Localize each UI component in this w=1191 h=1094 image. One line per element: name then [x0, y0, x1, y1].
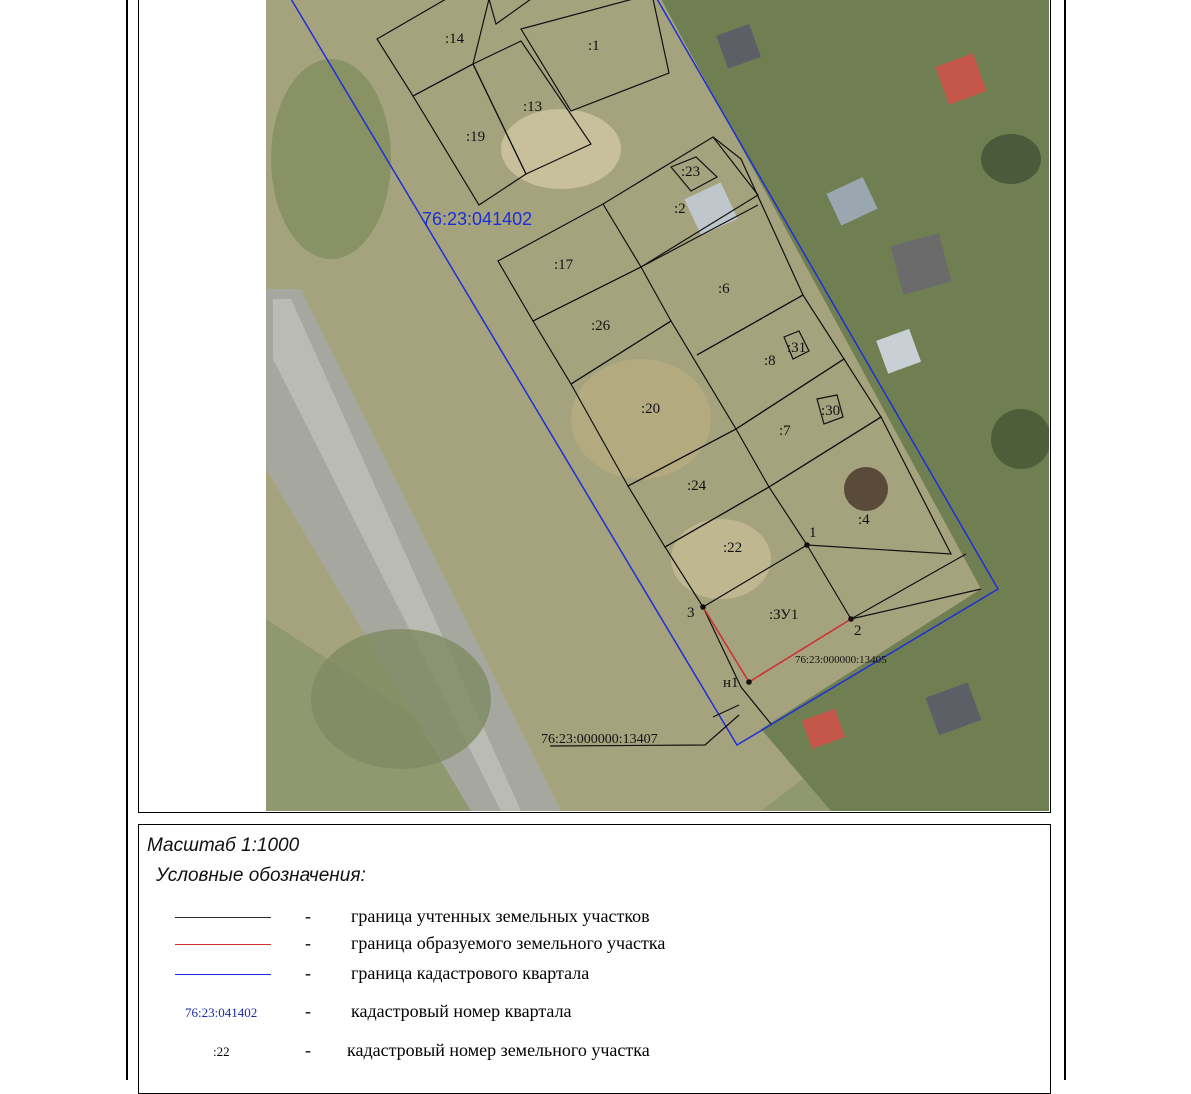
point-label: 2	[854, 623, 862, 639]
legend-text: граница кадастрового квартала	[351, 963, 590, 983]
point-2	[848, 616, 854, 622]
legend-text: граница образуемого земельного участка	[351, 933, 666, 953]
legend-item-parcel-number	[139, 1040, 1039, 1064]
parcel-label: :31	[787, 340, 807, 356]
legend-line-sample	[175, 917, 271, 918]
quarter-number-label: 76:23:041402	[422, 209, 533, 229]
parcel-label: :30	[821, 403, 841, 419]
legend-panel	[138, 824, 1051, 1094]
legend-text: граница учтенных земельных участков	[351, 906, 650, 926]
legend-dash: -	[305, 963, 311, 983]
parcel-label: :24	[687, 478, 707, 494]
legend-text: кадастровый номер квартала	[351, 1001, 572, 1021]
point-label: 1	[809, 525, 817, 541]
point-3	[700, 604, 706, 610]
parcel-label: :4	[858, 512, 870, 528]
legend-item-quarter-border	[139, 963, 1039, 987]
parcel-label: :26	[591, 318, 611, 334]
parcel-label: :ЗУ1	[769, 607, 799, 623]
parcel-label: :7	[779, 423, 791, 439]
point-1	[804, 542, 810, 548]
legend-title: Условные обозначения:	[156, 865, 366, 886]
parcel-label: :17	[554, 257, 574, 273]
parcel-label: :6	[718, 281, 730, 297]
parcel-label: :8	[764, 353, 776, 369]
legend-line-sample	[175, 974, 271, 975]
legend-code-sample: 76:23:041402	[185, 1005, 258, 1020]
legend-item-new-parcel-border	[139, 933, 1039, 957]
parcel-label: :20	[641, 401, 661, 417]
legend-dash: -	[305, 933, 311, 953]
parcel-label: :19	[466, 129, 486, 145]
point-label: 3	[687, 605, 695, 621]
parcel-label: :1	[588, 38, 600, 54]
parcel-label: :23	[681, 164, 701, 180]
callout-label: 76:23:000000:13405	[795, 654, 887, 666]
parcel-label: :13	[523, 99, 543, 115]
scale-label: Масштаб 1:1000	[147, 835, 300, 856]
map-margin	[139, 0, 266, 811]
callout-label: 76:23:000000:13407	[541, 732, 658, 747]
legend-dash: -	[305, 1001, 311, 1021]
legend-dash: -	[305, 906, 311, 926]
point-n1	[746, 679, 752, 685]
page-border-left	[126, 0, 128, 1080]
parcel-label: :14	[445, 31, 465, 47]
cadastral-map	[139, 0, 1049, 811]
page-border-right	[1064, 0, 1066, 1080]
parcel-label: :22	[723, 540, 743, 556]
parcel-label: :2	[674, 201, 686, 217]
legend-dash: -	[305, 1040, 311, 1060]
legend-item-parcel-border	[139, 906, 1039, 930]
point-label: н1	[723, 675, 739, 691]
legend-item-quarter-number	[139, 1001, 1039, 1025]
map-frame	[138, 0, 1051, 813]
legend-line-sample	[175, 944, 271, 945]
legend-text: кадастровый номер земельного участка	[347, 1040, 650, 1060]
legend-code-sample: :22	[213, 1044, 230, 1059]
